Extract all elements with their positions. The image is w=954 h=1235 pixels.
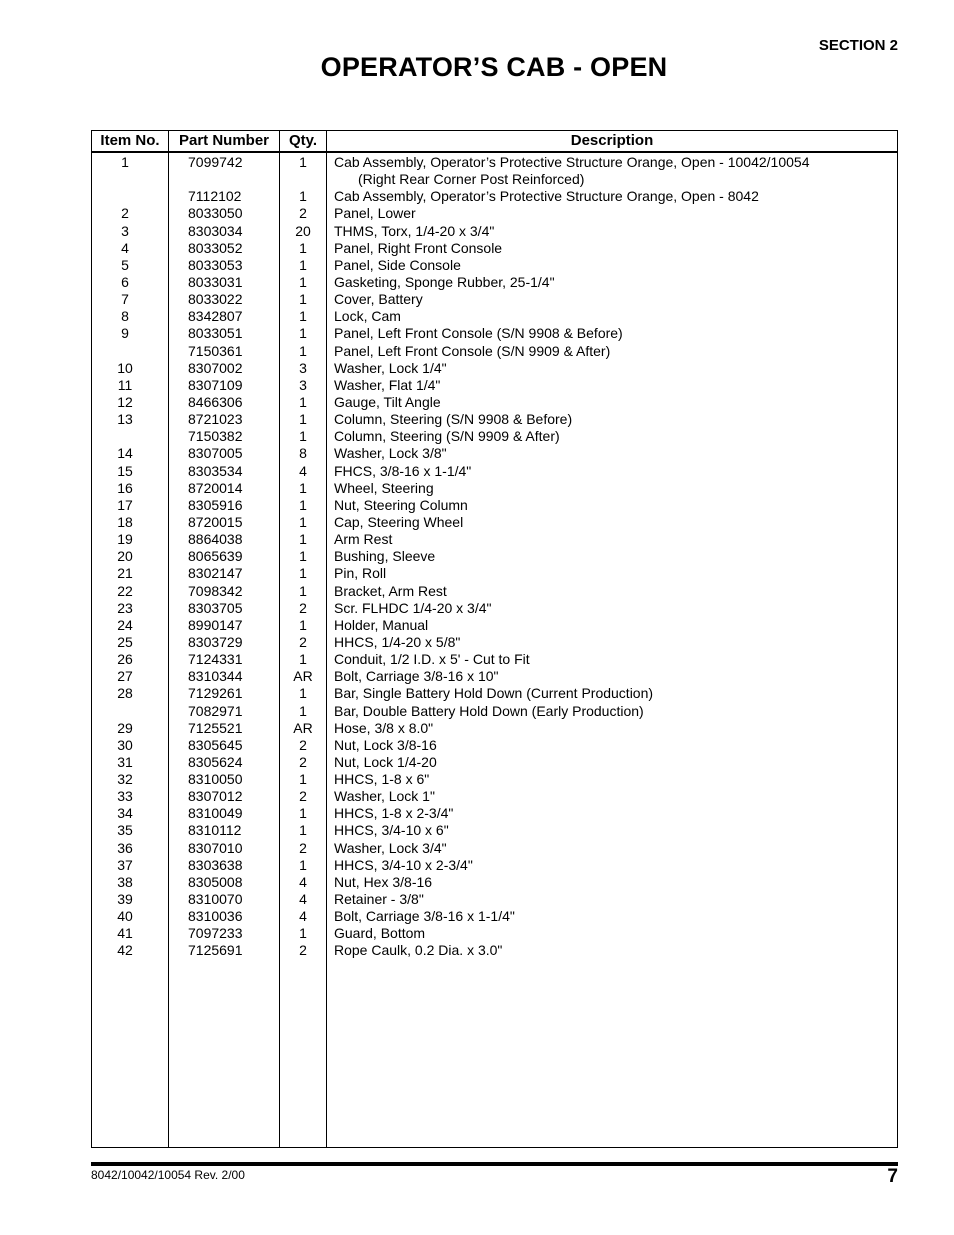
part-number: 8305624 xyxy=(188,753,243,770)
part-number: 8310344 xyxy=(188,668,243,685)
description: Wheel, Steering xyxy=(334,479,434,496)
part-number: 8303705 xyxy=(188,599,243,616)
quantity: 3 xyxy=(299,359,307,376)
quantity: 2 xyxy=(299,942,307,959)
header-part-number: Part Number xyxy=(178,132,270,149)
part-number: 8303729 xyxy=(188,633,243,650)
part-number: 8310112 xyxy=(188,822,242,839)
quantity: 2 xyxy=(299,205,307,222)
table-row xyxy=(92,188,897,205)
table-row xyxy=(92,480,897,497)
part-number: 7112102 xyxy=(188,188,242,205)
table-row xyxy=(92,805,897,822)
item-number: 22 xyxy=(117,582,133,599)
description: Retainer - 3/8" xyxy=(334,891,424,908)
table-row xyxy=(92,617,897,634)
part-number: 8033051 xyxy=(188,325,243,342)
item-number: 26 xyxy=(117,651,133,668)
description: Bar, Single Battery Hold Down (Current Production) xyxy=(334,685,654,702)
item-number: 7 xyxy=(121,291,129,308)
part-number: 8303638 xyxy=(188,856,243,873)
item-number: 15 xyxy=(117,462,133,479)
table-header xyxy=(92,131,897,153)
quantity: AR xyxy=(293,719,313,736)
part-number: 8721023 xyxy=(188,411,243,428)
part-number: 8307109 xyxy=(188,376,243,393)
quantity: 1 xyxy=(299,531,307,548)
table-row xyxy=(92,737,897,754)
header-qty: Qty. xyxy=(288,132,318,149)
part-number: 8033031 xyxy=(188,273,243,290)
item-number: 12 xyxy=(117,393,133,410)
description: Washer, Lock 3/8" xyxy=(334,445,447,462)
quantity: 1 xyxy=(299,771,307,788)
part-number: 8990147 xyxy=(188,616,243,633)
table-row xyxy=(92,925,897,942)
description: Nut, Lock 1/4-20 xyxy=(334,753,437,770)
quantity: 2 xyxy=(299,736,307,753)
item-number: 4 xyxy=(121,239,129,256)
description: Conduit, 1/2 I.D. x 5' - Cut to Fit xyxy=(334,651,530,668)
item-number: 38 xyxy=(117,873,133,890)
item-number: 42 xyxy=(117,942,133,959)
description: Holder, Manual xyxy=(334,616,429,633)
table-row xyxy=(92,325,897,342)
item-number: 17 xyxy=(117,496,133,513)
part-number: 8466306 xyxy=(188,393,243,410)
item-number: 2 xyxy=(121,205,129,222)
quantity: 1 xyxy=(299,685,307,702)
part-number: 8303534 xyxy=(188,462,243,479)
table-row xyxy=(92,720,897,737)
item-number: 6 xyxy=(121,273,129,290)
quantity: 1 xyxy=(299,616,307,633)
item-number: 31 xyxy=(117,753,133,770)
table-row xyxy=(92,463,897,480)
quantity: 1 xyxy=(299,513,307,530)
quantity: 4 xyxy=(299,908,307,925)
part-number: 7124331 xyxy=(188,651,243,668)
description: Panel, Left Front Console (S/N 9908 & Before) xyxy=(334,325,623,342)
quantity: 2 xyxy=(299,633,307,650)
description: Bolt, Carriage 3/8-16 x 10" xyxy=(334,668,499,685)
item-number: 36 xyxy=(117,839,133,856)
table-row xyxy=(92,205,897,222)
quantity: 4 xyxy=(299,462,307,479)
item-number: 10 xyxy=(117,359,133,376)
table-row xyxy=(92,514,897,531)
item-number: 33 xyxy=(117,788,133,805)
table-row xyxy=(92,891,897,908)
part-number: 7125691 xyxy=(188,942,243,959)
parts-table xyxy=(91,130,898,1148)
item-number: 34 xyxy=(117,805,133,822)
part-number: 8342807 xyxy=(188,308,243,325)
item-number: 8 xyxy=(121,308,129,325)
item-number: 19 xyxy=(117,531,133,548)
part-number: 7082971 xyxy=(188,702,243,719)
description: HHCS, 1-8 x 6" xyxy=(334,771,430,788)
quantity: 1 xyxy=(299,393,307,410)
part-number: 8310050 xyxy=(188,771,243,788)
item-number: 29 xyxy=(117,719,133,736)
quantity: 1 xyxy=(299,925,307,942)
part-number: 8033053 xyxy=(188,256,243,273)
description: Gasketing, Sponge Rubber, 25-1/4" xyxy=(334,273,555,290)
quantity: AR xyxy=(293,668,313,685)
item-number: 25 xyxy=(117,633,133,650)
part-number: 8307002 xyxy=(188,359,243,376)
table-row xyxy=(92,942,897,959)
part-number: 8305645 xyxy=(188,736,243,753)
description: Bar, Double Battery Hold Down (Early Production) xyxy=(334,702,644,719)
quantity: 1 xyxy=(299,291,307,308)
part-number: 8305008 xyxy=(188,873,243,890)
table-row xyxy=(92,445,897,462)
item-number: 1 xyxy=(121,154,129,170)
quantity: 4 xyxy=(299,891,307,908)
quantity: 1 xyxy=(299,411,307,428)
table-row xyxy=(92,531,897,548)
table-row xyxy=(92,651,897,668)
description: HHCS, 1-8 x 2-3/4" xyxy=(334,805,454,822)
description: Nut, Lock 3/8-16 xyxy=(334,736,437,753)
quantity: 1 xyxy=(299,805,307,822)
table-row xyxy=(92,600,897,617)
quantity: 2 xyxy=(299,753,307,770)
part-number: 8307012 xyxy=(188,788,243,805)
part-number: 8305916 xyxy=(188,496,243,513)
item-number: 21 xyxy=(117,565,133,582)
document-reference: 8042/10042/10054 Rev. 2/00 xyxy=(91,1168,245,1182)
table-row xyxy=(92,685,897,702)
description: Washer, Lock 3/4" xyxy=(334,839,447,856)
table-body xyxy=(92,154,897,960)
item-number: 32 xyxy=(117,771,133,788)
table-row xyxy=(92,857,897,874)
item-number: 5 xyxy=(121,256,129,273)
part-number: 8033050 xyxy=(188,205,243,222)
part-number: 8307005 xyxy=(188,445,243,462)
table-row xyxy=(92,154,897,171)
item-number: 3 xyxy=(121,222,129,239)
quantity: 1 xyxy=(299,565,307,582)
table-row xyxy=(92,411,897,428)
quantity: 1 xyxy=(299,188,307,205)
quantity: 1 xyxy=(299,428,307,445)
part-number: 8310070 xyxy=(188,891,243,908)
item-number: 23 xyxy=(117,599,133,616)
page-title: OPERATOR’S CAB - OPEN xyxy=(320,52,668,82)
part-number: 8307010 xyxy=(188,839,243,856)
description: (Right Rear Corner Post Reinforced) xyxy=(358,171,585,188)
part-number: 7097233 xyxy=(188,925,243,942)
description: HHCS, 3/4-10 x 6" xyxy=(334,822,449,839)
description: FHCS, 3/8-16 x 1-1/4" xyxy=(334,462,472,479)
table-row xyxy=(92,908,897,925)
quantity: 1 xyxy=(299,256,307,273)
table-row xyxy=(92,548,897,565)
quantity: 1 xyxy=(299,496,307,513)
table-row xyxy=(92,771,897,788)
description: Column, Steering (S/N 9909 & After) xyxy=(334,428,560,445)
table-row xyxy=(92,822,897,839)
header-item-no: Item No. xyxy=(100,132,160,149)
table-row xyxy=(92,171,897,188)
item-number: 27 xyxy=(117,668,133,685)
table-row xyxy=(92,583,897,600)
item-number: 39 xyxy=(117,891,133,908)
description: Bushing, Sleeve xyxy=(334,548,436,565)
item-number: 16 xyxy=(117,479,133,496)
description: Cab Assembly, Operator’s Protective Structure Orange, Open - 8042 xyxy=(334,188,759,205)
quantity: 8 xyxy=(299,445,307,462)
description: Nut, Steering Column xyxy=(334,496,468,513)
table-row xyxy=(92,703,897,720)
description: Arm Rest xyxy=(334,531,393,548)
part-number: 8720015 xyxy=(188,513,243,530)
part-number: 7150361 xyxy=(188,342,243,359)
description: Panel, Left Front Console (S/N 9909 & After) xyxy=(334,342,611,359)
table-row xyxy=(92,308,897,325)
description: Washer, Flat 1/4" xyxy=(334,376,441,393)
quantity: 1 xyxy=(299,154,307,170)
description: Pin, Roll xyxy=(334,565,387,582)
table-row xyxy=(92,394,897,411)
item-number: 35 xyxy=(117,822,133,839)
table-row xyxy=(92,343,897,360)
description: Panel, Side Console xyxy=(334,256,461,273)
description: Guard, Bottom xyxy=(334,925,426,942)
table-row xyxy=(92,874,897,891)
quantity: 2 xyxy=(299,788,307,805)
description: HHCS, 3/4-10 x 2-3/4" xyxy=(334,856,473,873)
description: Scr. FLHDC 1/4-20 x 3/4" xyxy=(334,599,492,616)
item-number: 20 xyxy=(117,548,133,565)
description: Panel, Right Front Console xyxy=(334,239,503,256)
table-row xyxy=(92,565,897,582)
description: Cab Assembly, Operator’s Protective Structure Orange, Open - 10042/10054 xyxy=(334,154,810,170)
item-number: 40 xyxy=(117,908,133,925)
quantity: 1 xyxy=(299,651,307,668)
item-number: 13 xyxy=(117,411,133,428)
table-row xyxy=(92,497,897,514)
item-number: 18 xyxy=(117,513,133,530)
description: Panel, Lower xyxy=(334,205,416,222)
description: Column, Steering (S/N 9908 & Before) xyxy=(334,411,573,428)
table-row xyxy=(92,223,897,240)
item-number: 11 xyxy=(117,376,133,393)
quantity: 1 xyxy=(299,479,307,496)
part-number: 7129261 xyxy=(188,685,243,702)
part-number: 8864038 xyxy=(188,531,243,548)
part-number: 8310036 xyxy=(188,908,243,925)
part-number: 8302147 xyxy=(188,565,243,582)
description: Bracket, Arm Rest xyxy=(334,582,447,599)
table-row xyxy=(92,377,897,394)
description: Gauge, Tilt Angle xyxy=(334,393,441,410)
table-row xyxy=(92,754,897,771)
table-row xyxy=(92,360,897,377)
quantity: 1 xyxy=(299,239,307,256)
quantity: 1 xyxy=(299,325,307,342)
quantity: 1 xyxy=(299,308,307,325)
quantity: 1 xyxy=(299,342,307,359)
part-number: 8310049 xyxy=(188,805,243,822)
item-number: 30 xyxy=(117,736,133,753)
description: THMS, Torx, 1/4-20 x 3/4" xyxy=(334,222,495,239)
description: Rope Caulk, 0.2 Dia. x 3.0" xyxy=(334,942,503,959)
table-row xyxy=(92,840,897,857)
description: Cover, Battery xyxy=(334,291,423,308)
description: Washer, Lock 1/4" xyxy=(334,359,447,376)
description: Nut, Hex 3/8-16 xyxy=(334,873,433,890)
section-label: SECTION 2 xyxy=(818,37,898,54)
header-description: Description xyxy=(570,132,654,149)
part-number: 8720014 xyxy=(188,479,243,496)
part-number: 8303034 xyxy=(188,222,243,239)
quantity: 1 xyxy=(299,582,307,599)
quantity: 2 xyxy=(299,839,307,856)
item-number: 14 xyxy=(117,445,133,462)
quantity: 3 xyxy=(299,376,307,393)
quantity: 1 xyxy=(299,702,307,719)
quantity: 20 xyxy=(295,222,311,239)
item-number: 28 xyxy=(117,685,133,702)
part-number: 8033022 xyxy=(188,291,243,308)
quantity: 1 xyxy=(299,856,307,873)
description: Hose, 3/8 x 8.0" xyxy=(334,719,434,736)
description: Cap, Steering Wheel xyxy=(334,513,464,530)
quantity: 1 xyxy=(299,548,307,565)
part-number: 7125521 xyxy=(188,719,243,736)
description: Washer, Lock 1" xyxy=(334,788,435,805)
table-row xyxy=(92,634,897,651)
table-row xyxy=(92,257,897,274)
part-number: 7099742 xyxy=(188,154,243,170)
quantity: 1 xyxy=(299,822,307,839)
part-number: 7150382 xyxy=(188,428,243,445)
table-row xyxy=(92,428,897,445)
item-number: 41 xyxy=(117,925,133,942)
table-row xyxy=(92,291,897,308)
item-number: 9 xyxy=(121,325,129,342)
description: HHCS, 1/4-20 x 5/8" xyxy=(334,633,461,650)
table-row xyxy=(92,274,897,291)
description: Bolt, Carriage 3/8-16 x 1-1/4" xyxy=(334,908,515,925)
description: Lock, Cam xyxy=(334,308,401,325)
table-row xyxy=(92,668,897,685)
table-row xyxy=(92,240,897,257)
quantity: 1 xyxy=(299,273,307,290)
table-row xyxy=(92,788,897,805)
footer-rule xyxy=(91,1162,898,1166)
part-number: 7098342 xyxy=(188,582,243,599)
item-number: 24 xyxy=(117,616,133,633)
item-number: 37 xyxy=(117,856,133,873)
page-number: 7 xyxy=(887,1166,898,1187)
part-number: 8033052 xyxy=(188,239,243,256)
part-number: 8065639 xyxy=(188,548,243,565)
quantity: 2 xyxy=(299,599,307,616)
quantity: 4 xyxy=(299,873,307,890)
